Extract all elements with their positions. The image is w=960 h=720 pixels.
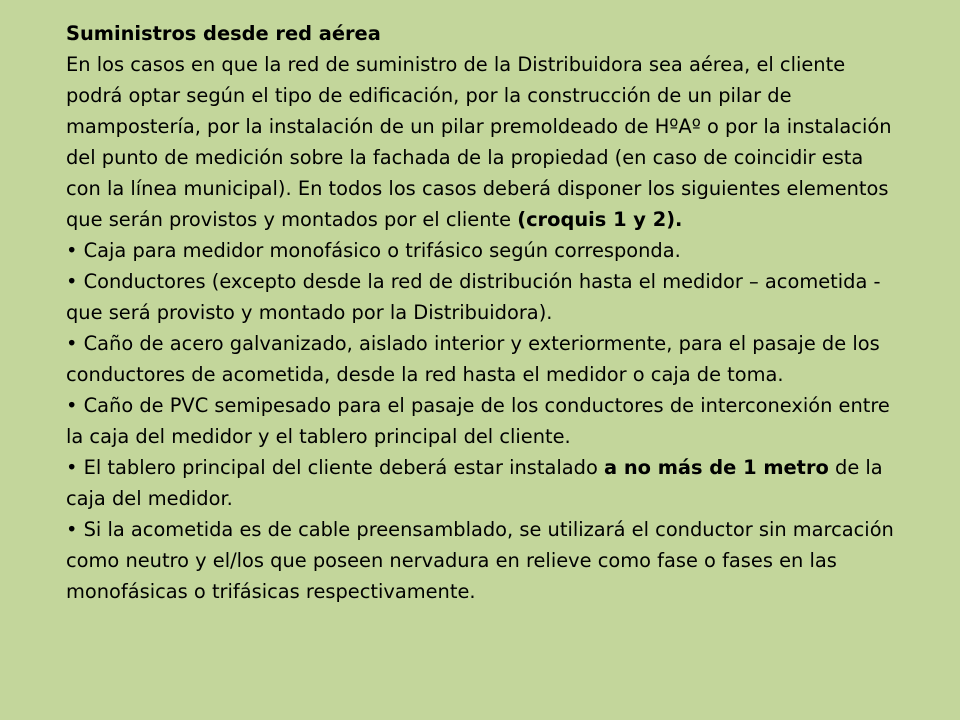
- slide-title: Suministros desde red aérea: [66, 22, 381, 45]
- bullet-item-main-board-text: • El tablero principal del cliente deberá estar instalado: [66, 456, 604, 479]
- intro-bold-reference: (croquis 1 y 2).: [517, 208, 683, 231]
- slide-text-block: [66, 18, 896, 607]
- bullet-item-pvc-pipe: • Caño de PVC semipesado para el pasaje de los conductores de interconexión entre la caja del medidor y el tablero principal del cliente.: [66, 394, 890, 448]
- bullet-item-main-board-after: de la caja del medidor.: [66, 456, 883, 510]
- bullet-item-steel-pipe: • Caño de acero galvanizado, aislado interior y exteriormente, para el pasaje de los conductores de acometida, desde la red hasta el medidor o caja de toma.: [66, 332, 880, 386]
- bullet-item-main-board: [66, 452, 896, 514]
- intro-paragraph: [66, 49, 896, 235]
- intro-text: En los casos en que la red de suministro de la Distribuidora sea aérea, el cliente podrá optar según el tipo de edificación, por la construcción de un pilar de mampostería, por la instalación de un pilar premoldeado de HºAº o por la instalación del punto de medición sobre la fachada de la propiedad (en caso de coincidir esta con la línea municipal). En todos los casos deberá disponer los siguientes elementos que serán provistos y montados por el cliente: [66, 53, 892, 231]
- bullet-item-preassembled-cable: • Si la acometida es de cable preensamblado, se utilizará el conductor sin marcación como neutro y el/los que poseen nervadura en relieve como fase o fases en las monofásicas o trifásicas respectivamente.: [66, 518, 894, 603]
- bullet-item-conductors: • Conductores (excepto desde la red de distribución hasta el medidor – acometida - que será provisto y montado por la Distribuidora).: [66, 270, 881, 324]
- bullet-item-main-board-distance: a no más de 1 metro: [604, 456, 829, 479]
- bullet-item-meter-box: • Caja para medidor monofásico o trifásico según corresponda.: [66, 239, 681, 262]
